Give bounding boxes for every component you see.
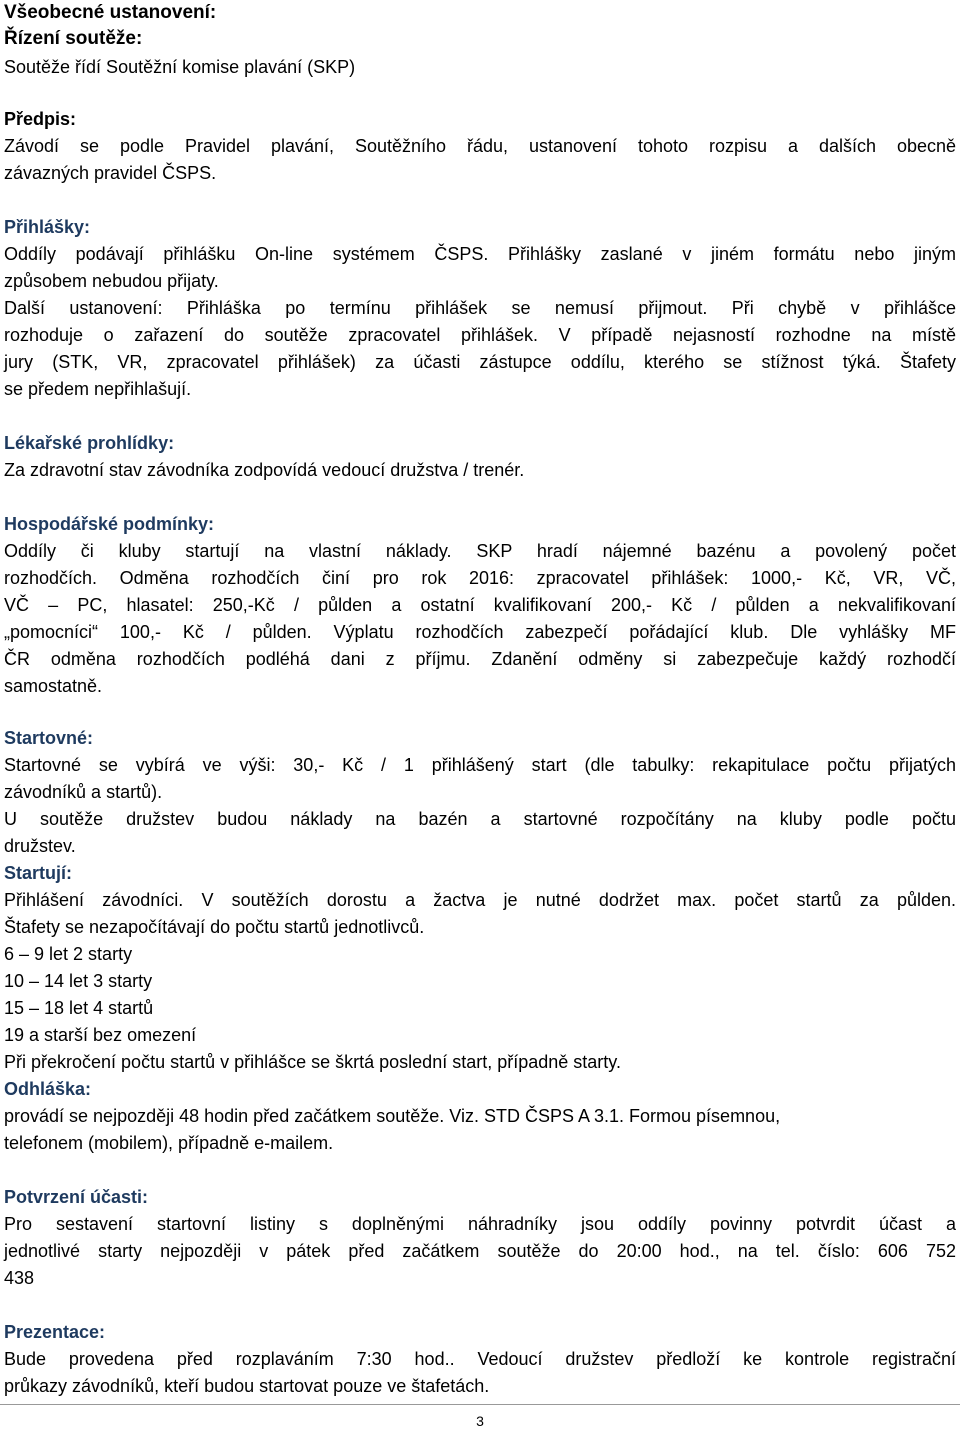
section-heading-potvrzeni: Potvrzení účasti: (4, 1187, 149, 1207)
paragraph-line: rozhodčích. Odměna rozhodčích činí pro rok 2016: zpracovatel přihlášek: 1000,- Kč, VR, VČ, (4, 568, 956, 588)
list-item: 6 – 9 let 2 starty (4, 944, 133, 964)
paragraph-line: rozhoduje o zařazení do soutěže zpracovatel přihlášek. V případě nejasností rozhodne na místě (4, 325, 956, 345)
paragraph-line: Při překročení počtu startů v přihlášce se škrtá poslední start, případně starty. (4, 1052, 621, 1072)
paragraph-line: provádí se nejpozději 48 hodin před začátkem soutěže. Viz. STD ČSPS A 3.1. Formou písemnou, (4, 1106, 781, 1126)
page-number: 3 (476, 1413, 484, 1429)
paragraph-line: Oddíly či kluby startují na vlastní náklady. SKP hradí nájemné bazénu a povolený počet (4, 541, 956, 561)
footer-divider (0, 1404, 960, 1405)
paragraph-line: Soutěže řídí Soutěžní komise plavání (SKP) (4, 57, 356, 77)
paragraph-line: způsobem nebudou přijaty. (4, 271, 219, 291)
section-heading-predpis: Předpis: (4, 109, 77, 129)
paragraph-line: Za zdravotní stav závodníka zodpovídá vedoucí družstva / trenér. (4, 460, 525, 480)
paragraph-line: průkazy závodníků, kteří budou startovat pouze ve štafetách. (4, 1376, 490, 1396)
list-item: 15 – 18 let 4 startů (4, 998, 154, 1018)
paragraph-line: družstev. (4, 836, 76, 856)
section-subtitle: Řízení soutěže: (4, 28, 143, 49)
paragraph-line: telefonem (mobilem), případně e-mailem. (4, 1133, 334, 1153)
page-title: Všeobecné ustanovení: (4, 2, 217, 23)
paragraph-line: „pomocníci“ 100,- Kč / půlden. Výplatu rozhodčích zabezpečí pořádající klub. Dle vyhlášky MF (4, 622, 956, 642)
paragraph-line: se předem nepřihlašují. (4, 379, 192, 399)
section-heading-hospodarske: Hospodářské podmínky: (4, 514, 215, 534)
paragraph-line: U soutěže družstev budou náklady na bazén a startovné rozpočítány na kluby podle počtu (4, 809, 956, 829)
section-heading-lekarske: Lékařské prohlídky: (4, 433, 175, 453)
paragraph-line: Přihlášení závodníci. V soutěžích dorostu a žactva je nutné dodržet max. počet startů za půlden. (4, 890, 956, 910)
paragraph-line: Závodí se podle Pravidel plavání, Soutěžního řádu, ustanovení tohoto rozpisu a dalších obecně (4, 136, 956, 156)
section-heading-startuji: Startují: (4, 863, 73, 883)
section-heading-prihlasky: Přihlášky: (4, 217, 91, 237)
paragraph-line: jednotlivé starty nejpozději v pátek před začátkem soutěže do 20:00 hod., na tel. číslo: 606 752 (4, 1241, 956, 1261)
paragraph-line: Bude provedena před rozplaváním 7:30 hod.. Vedoucí družstev předloží ke kontrole registrační (4, 1349, 956, 1369)
section-heading-odhlaska: Odhláška: (4, 1079, 92, 1099)
paragraph-line: ČR odměna rozhodčích podléhá dani z příjmu. Zdanění odměny si zabezpečuje každý rozhodčí (4, 649, 956, 669)
paragraph-line: závodníků a startů). (4, 782, 163, 802)
section-heading-prezentace: Prezentace: (4, 1322, 106, 1342)
paragraph-line: Pro sestavení startovní listiny s doplněnými náhradníky jsou oddíly povinny potvrdit účast a (4, 1214, 956, 1234)
paragraph-line: závazných pravidel ČSPS. (4, 163, 217, 183)
list-item: 10 – 14 let 3 starty (4, 971, 153, 991)
paragraph-line: Oddíly podávají přihlášku On-line systémem ČSPS. Přihlášky zaslané v jiném formátu nebo jiným (4, 244, 956, 264)
paragraph-line: 438 (4, 1268, 35, 1288)
paragraph-line: jury (STK, VR, zpracovatel přihlášek) za účasti zástupce oddílu, kterého se stížnost týká. Štafety (4, 352, 956, 372)
paragraph-line: VČ – PC, hlasatel: 250,-Kč / půlden a ostatní kvalifikovaní 200,- Kč / půlden a nekvalifikovaní (4, 595, 956, 615)
paragraph-line: Startovné se vybírá ve výši: 30,- Kč / 1 přihlášený start (dle tabulky: rekapitulace počtu přijatých (4, 755, 956, 775)
paragraph-line: Další ustanovení: Přihláška po termínu přihlášek se nemusí přijmout. Při chybě v přihlášce (4, 298, 956, 318)
section-heading-startovne: Startovné: (4, 728, 94, 748)
list-item: 19 a starší bez omezení (4, 1025, 197, 1045)
paragraph-line: Štafety se nezapočítávají do počtu startů jednotlivců. (4, 917, 425, 937)
paragraph-line: samostatně. (4, 676, 103, 696)
